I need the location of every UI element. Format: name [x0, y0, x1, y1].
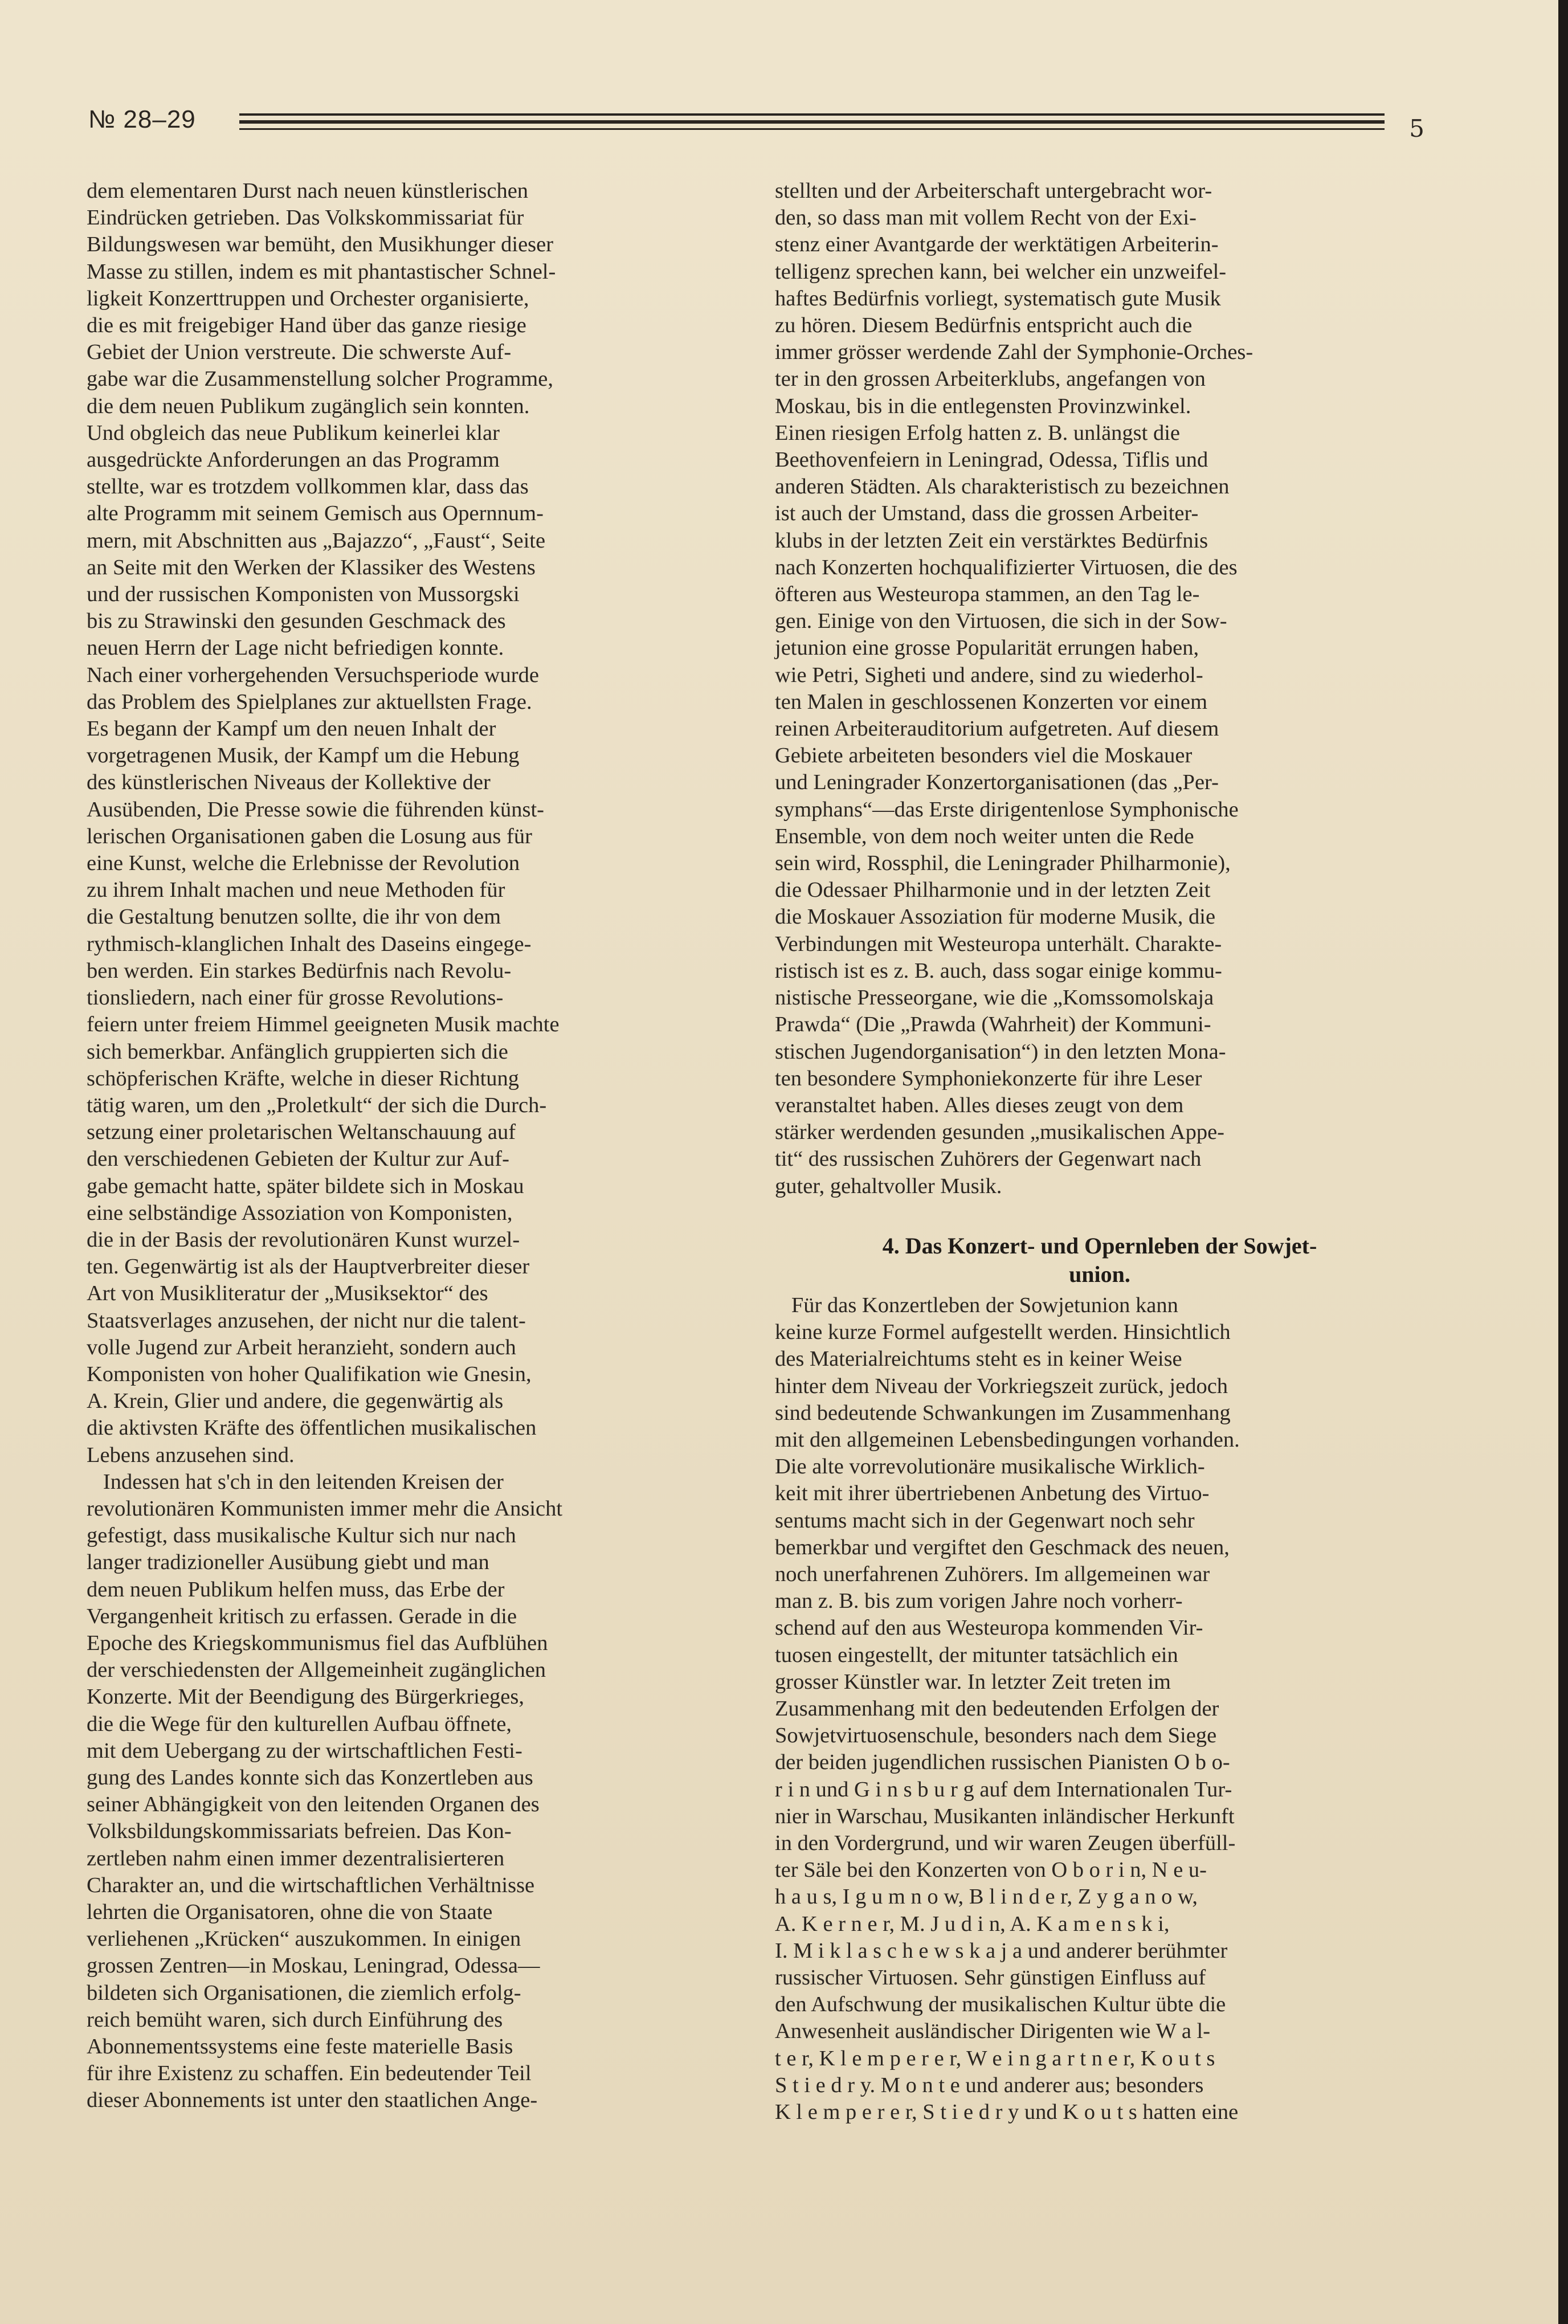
text-line: Abonnementssystems eine feste materielle Basis — [87, 2035, 513, 2059]
text-line: ist auch der Umstand, dass die grossen Arbeiter- — [775, 501, 1199, 526]
text-line: und Leningrader Konzertorganisationen (das „Per- — [775, 770, 1219, 795]
text-line: Einen riesigen Erfolg hatten z. B. unlängst die — [775, 420, 1180, 445]
text-line: Charakter an, und die wirtschaftlichen Verhältnisse — [87, 1873, 535, 1897]
text-line: tionsliedern, nach einer für grosse Revolutions- — [87, 986, 504, 1010]
text-line: haftes Bedürfnis vorliegt, systematisch gute Musik — [775, 286, 1221, 311]
text-line: Masse zu stillen, indem es mit phantastischer Schnel- — [87, 259, 556, 284]
text-line: mit dem Uebergang zu der wirtschaftlichen Festi- — [87, 1738, 522, 1763]
text-line: t e r, K l e m p e r e r, W e i n g a r t n e r, K o u t s — [775, 2046, 1215, 2070]
text-line: feiern unter freiem Himmel geeigneten Musik machte — [87, 1012, 560, 1037]
text-line: grosser Künstler war. In letzter Zeit treten im — [775, 1669, 1171, 1694]
text-line: bis zu Strawinski den gesunden Geschmack des — [87, 609, 506, 634]
text-line: noch unerfahrenen Zuhörers. Im allgemeinen war — [775, 1562, 1210, 1587]
text-line: des Materialreichtums steht es in keiner Weise — [775, 1347, 1182, 1371]
text-line: sich bemerkbar. Anfänglich gruppierten sich die — [87, 1039, 508, 1064]
text-line: die aktivsten Kräfte des öffentlichen musikalischen — [87, 1416, 537, 1440]
page-header — [88, 105, 1424, 145]
text-line: gung des Landes konnte sich das Konzertleben aus — [87, 1765, 533, 1790]
text-line: stischen Jugendorganisation“) in den letzten Mona- — [775, 1039, 1226, 1064]
text-line: ausgedrückte Anforderungen an das Programm — [87, 448, 500, 472]
text-line: an Seite mit den Werken der Klassiker des Westens — [87, 555, 536, 579]
text-line: vorgetragenen Musik, der Kampf um die Hebung — [87, 744, 520, 768]
heading-line: 4. Das Konzert- und Opernleben der Sowjet- — [882, 1233, 1317, 1259]
header-rule-thin-bottom — [239, 128, 1385, 130]
text-line: lerischen Organisationen gaben die Losung aus für — [87, 824, 532, 848]
text-line: nier in Warschau, Musikanten inländischer Herkunft — [775, 1804, 1235, 1828]
text-line: öfteren aus Westeuropa stammen, an den Tag le- — [775, 582, 1200, 607]
text-line: Die alte vorrevolutionäre musikalische Wirklich- — [775, 1455, 1205, 1479]
text-line: das Problem des Spielplanes zur aktuellsten Frage. — [87, 689, 532, 714]
text-line: neuen Herrn der Lage nicht befriedigen konnte. — [87, 636, 504, 660]
text-line: gabe war die Zusammenstellung solcher Programme, — [87, 367, 553, 391]
text-line: S t i e d r y. M o n t e und anderer aus; besonders — [775, 2073, 1204, 2097]
text-line: Indessen hat s'ch in den leitenden Kreisen der — [87, 1469, 504, 1494]
text-line: den verschiedenen Gebieten der Kultur zur Auf- — [87, 1147, 509, 1171]
text-line: die die Wege für den kulturellen Aufbau öffnete, — [87, 1712, 512, 1736]
text-line: den Aufschwung der musikalischen Kultur übte die — [775, 1992, 1226, 2017]
text-line: schöpferischen Kräfte, welche in dieser Richtung — [87, 1066, 520, 1090]
text-line: Staatsverlages anzusehen, der nicht nur die talent- — [87, 1308, 526, 1333]
text-line: mit den allgemeinen Lebensbedingungen vorhanden. — [775, 1428, 1240, 1452]
text-line: bildeten sich Organisationen, die ziemlich erfolg- — [87, 1980, 521, 2005]
text-line: reich bemüht waren, sich durch Einführung des — [87, 2007, 503, 2032]
text-line: ten besondere Symphoniekonzerte für ihre Leser — [775, 1066, 1202, 1090]
text-line: dieser Abonnements ist unter den staatlichen Ange- — [87, 2088, 538, 2113]
text-line: ten. Gegenwärtig ist als der Hauptverbreiter dieser — [87, 1255, 530, 1279]
text-line: Moskau, bis in die entlegensten Provinzwinkel. — [775, 394, 1191, 418]
text-line: schend auf den aus Westeuropa kommenden Vir- — [775, 1616, 1203, 1640]
text-line: wie Petri, Sigheti und andere, sind zu wiederhol- — [775, 663, 1203, 687]
text-line: Nach einer vorhergehenden Versuchsperiode wurde — [87, 663, 539, 687]
text-line: keit mit ihrer übertriebenen Anbetung des Virtuo- — [775, 1481, 1210, 1506]
text-line: reinen Arbeiterauditorium aufgetreten. Auf diesem — [775, 717, 1219, 741]
section-heading — [775, 1232, 1424, 1289]
text-line: zertleben nahm einen immer dezentralisierteren — [87, 1846, 505, 1870]
text-line: eine selbständige Assoziation von Komponisten, — [87, 1200, 513, 1225]
text-line: ben werden. Ein starkes Bedürfnis nach Revolu- — [87, 958, 512, 983]
text-line: jetunion eine grosse Popularität errungen haben, — [775, 636, 1199, 660]
text-line: ter Säle bei den Konzerten von O b o r i n, N e u- — [775, 1858, 1207, 1882]
text-line: revolutionären Kommunisten immer mehr die Ansicht — [87, 1496, 563, 1521]
text-line: bemerkbar und vergiftet den Geschmack des neuen, — [775, 1535, 1230, 1559]
text-line: sind bedeutende Schwankungen im Zusammenhang — [775, 1400, 1231, 1425]
text-line: man z. B. bis zum vorigen Jahre noch vorherr- — [775, 1589, 1183, 1614]
text-line: gabe gemacht hatte, später bildete sich in Moskau — [87, 1174, 524, 1198]
text-line: Gebiet der Union verstreute. Die schwerste Auf- — [87, 340, 512, 365]
text-line: Prawda“ (Die „Prawda (Wahrheit) der Kommuni- — [775, 1012, 1211, 1037]
text-line: mern, mit Abschnitten aus „Bajazzo“, „Faust“, Seite — [87, 528, 546, 553]
text-line: Lebens anzusehen sind. — [87, 1443, 295, 1467]
text-line: volle Jugend zur Arbeit heranzieht, sondern auch — [87, 1335, 516, 1359]
text-line: r i n und G i n s b u r g auf dem Internationalen Tur- — [775, 1777, 1232, 1802]
text-line: verliehenen „Krücken“ auszukommen. In einigen — [87, 1927, 521, 1951]
text-line: nistische Presseorgane, wie die „Komssomolskaja — [775, 986, 1214, 1010]
text-line: klubs in der letzten Zeit ein verstärktes Bedürfnis — [775, 528, 1208, 553]
text-line: tit“ des russischen Zuhörers der Gegenwart nach — [775, 1147, 1202, 1171]
text-line: Ensemble, von dem noch weiter unten die Rede — [775, 824, 1194, 848]
text-line: grossen Zentren—in Moskau, Leningrad, Odessa— — [87, 1954, 540, 1978]
left-text-column — [87, 178, 730, 2114]
text-line: setzung einer proletarischen Weltanschauung auf — [87, 1120, 516, 1145]
text-line: A. K e r n e r, M. J u d i n, A. K a m e n s k i, — [775, 1912, 1170, 1936]
text-line: keine kurze Formel aufgestellt werden. Hinsichtlich — [775, 1320, 1231, 1345]
heading-line: union. — [1069, 1261, 1130, 1287]
text-line: Art von Musikliteratur der „Musiksektor“ des — [87, 1281, 488, 1306]
text-line: gefestigt, dass musikalische Kultur sich nur nach — [87, 1524, 516, 1548]
text-line: stärker werdenden gesunden „musikalischen Appe- — [775, 1120, 1224, 1145]
text-line: Anwesenheit ausländischer Dirigenten wie W a l- — [775, 2019, 1211, 2044]
text-line: lehrten die Organisatoren, ohne die von Staate — [87, 1900, 493, 1924]
right-text-column-top — [775, 178, 1424, 1200]
text-line: Epoche des Kriegskommunismus fiel das Aufblühen — [87, 1631, 548, 1655]
text-line: und der russischen Komponisten von Mussorgski — [87, 582, 520, 607]
text-line: Volksbildungskommissariats befreien. Das Kon- — [87, 1819, 512, 1844]
text-line: Ausübenden, Die Presse sowie die führenden künst- — [87, 797, 544, 822]
text-line: guter, gehaltvoller Musik. — [775, 1174, 1002, 1198]
text-line: die Moskauer Assoziation für moderne Musik, die — [775, 905, 1216, 929]
text-line: Gebiete arbeiteten besonders viel die Moskauer — [775, 744, 1193, 768]
text-line: Eindrücken getrieben. Das Volkskommissariat für — [87, 206, 524, 230]
text-line: immer grösser werdende Zahl der Symphonie-Orches- — [775, 340, 1253, 365]
text-line: stellte, war es trotzdem vollkommen klar, dass das — [87, 475, 529, 499]
text-line: die in der Basis der revolutionären Kunst wurzel- — [87, 1227, 520, 1252]
text-line: Bildungswesen war bemüht, den Musikhunger dieser — [87, 232, 554, 257]
text-line: tätig waren, um den „Proletkult“ der sich die Durch- — [87, 1093, 547, 1117]
text-line: dem elementaren Durst nach neuen künstlerischen — [87, 179, 529, 203]
text-line: nach Konzerten hochqualifizierter Virtuosen, die des — [775, 555, 1238, 579]
text-line: Vergangenheit kritisch zu erfassen. Gerade in die — [87, 1604, 517, 1628]
text-line: in den Vordergrund, und wir waren Zeugen überfüll- — [775, 1831, 1236, 1856]
text-line: der verschiedensten der Allgemeinheit zugänglichen — [87, 1658, 546, 1682]
text-line: anderen Städten. Als charakteristisch zu bezeichnen — [775, 475, 1230, 499]
text-line: sein wird, Rossphil, die Leningrader Philharmonie), — [775, 851, 1231, 876]
text-line: I. M i k l a s c h e w s k a j a und anderer berühmter — [775, 1938, 1228, 1963]
text-line: ten Malen in geschlossenen Konzerten vor einem — [775, 689, 1208, 714]
page-number: 5 — [1409, 115, 1424, 142]
text-line: zu hören. Diesem Bedürfnis entspricht auch die — [775, 313, 1193, 338]
text-line: die es mit freigebiger Hand über das ganze riesige — [87, 313, 526, 338]
text-line: Und obgleich das neue Publikum keinerlei klar — [87, 420, 500, 445]
text-line: Beethovenfeiern in Leningrad, Odessa, Tiflis und — [775, 448, 1208, 472]
text-line: zu ihrem Inhalt machen und neue Methoden für — [87, 878, 505, 902]
issue-number: № 28–29 — [88, 105, 196, 133]
text-line: den, so dass man mit vollem Recht von der Exi- — [775, 206, 1197, 230]
text-line: rythmisch-klanglichen Inhalt des Daseins eingege- — [87, 932, 532, 956]
text-line: ligkeit Konzerttruppen und Orchester organisierte, — [87, 286, 529, 311]
text-line: Für das Konzertleben der Sowjetunion kann — [775, 1293, 1178, 1317]
text-line: h a u s, I g u m n o w, B l i n d e r, Z y g a n o w, — [775, 1885, 1198, 1909]
text-line: russischer Virtuosen. Sehr günstigen Einfluss auf — [775, 1966, 1206, 1990]
text-line: Komponisten von hoher Qualifikation wie Gnesin, — [87, 1362, 532, 1386]
text-line: des künstlerischen Niveaus der Kollektive der — [87, 770, 491, 795]
text-line: symphans“—das Erste dirigentenlose Symphonische — [775, 797, 1239, 822]
text-line: hinter dem Niveau der Vorkriegszeit zurück, jedoch — [775, 1374, 1228, 1398]
text-line: die Gestaltung benutzen sollte, die ihr von dem — [87, 905, 501, 929]
text-line: K l e m p e r e r, S t i e d r y und K o u t s hatten eine — [775, 2100, 1239, 2125]
header-rule-thin-top — [239, 113, 1385, 116]
header-rule-thick — [239, 120, 1385, 124]
text-line: die Odessaer Philharmonie und in der letzten Zeit — [775, 878, 1211, 902]
text-line: Verbindungen mit Westeuropa unterhält. Charakte- — [775, 932, 1222, 956]
text-line: A. Krein, Glier und andere, die gegenwärtig als — [87, 1389, 504, 1414]
text-line: eine Kunst, welche die Erlebnisse der Revolution — [87, 851, 520, 876]
text-line: langer tradizioneller Ausübung giebt und man — [87, 1550, 489, 1575]
text-line: die dem neuen Publikum zugänglich sein konnten. — [87, 394, 530, 418]
text-line: seiner Abhängigkeit von den leitenden Organen des — [87, 1792, 540, 1817]
text-line: telligenz sprechen kann, bei welcher ein unzweifel- — [775, 259, 1227, 284]
text-line: ristisch ist es z. B. auch, dass sogar einige kommu- — [775, 958, 1222, 983]
text-line: gen. Einige von den Virtuosen, die sich in der Sow- — [775, 609, 1227, 634]
text-line: stenz einer Avantgarde der werktätigen Arbeiterin- — [775, 232, 1219, 257]
text-line: stellten und der Arbeiterschaft untergebracht wor- — [775, 179, 1212, 203]
text-line: Es begann der Kampf um den neuen Inhalt der — [87, 717, 496, 741]
text-line: der beiden jugendlichen russischen Pianisten O b o- — [775, 1750, 1230, 1775]
text-line: Zusammenhang mit den bedeutenden Erfolgen der — [775, 1697, 1219, 1721]
text-line: alte Programm mit seinem Gemisch aus Opernnum- — [87, 501, 544, 526]
text-line: dem neuen Publikum helfen muss, das Erbe der — [87, 1577, 505, 1602]
text-line: sentums macht sich in der Gegenwart noch sehr — [775, 1508, 1195, 1533]
text-line: für ihre Existenz zu schaffen. Ein bedeutender Teil — [87, 2061, 532, 2086]
text-line: Konzerte. Mit der Beendigung des Bürgerkrieges, — [87, 1685, 525, 1709]
text-line: Sowjetvirtuosenschule, besonders nach dem Siege — [775, 1723, 1217, 1748]
header-rule — [239, 111, 1385, 134]
right-text-column-bottom — [775, 1292, 1424, 2126]
text-line: veranstaltet haben. Alles dieses zeugt von dem — [775, 1093, 1184, 1117]
text-line: tuosen eingestellt, der mitunter tatsächlich ein — [775, 1643, 1178, 1667]
text-line: ter in den grossen Arbeiterklubs, angefangen von — [775, 367, 1206, 391]
